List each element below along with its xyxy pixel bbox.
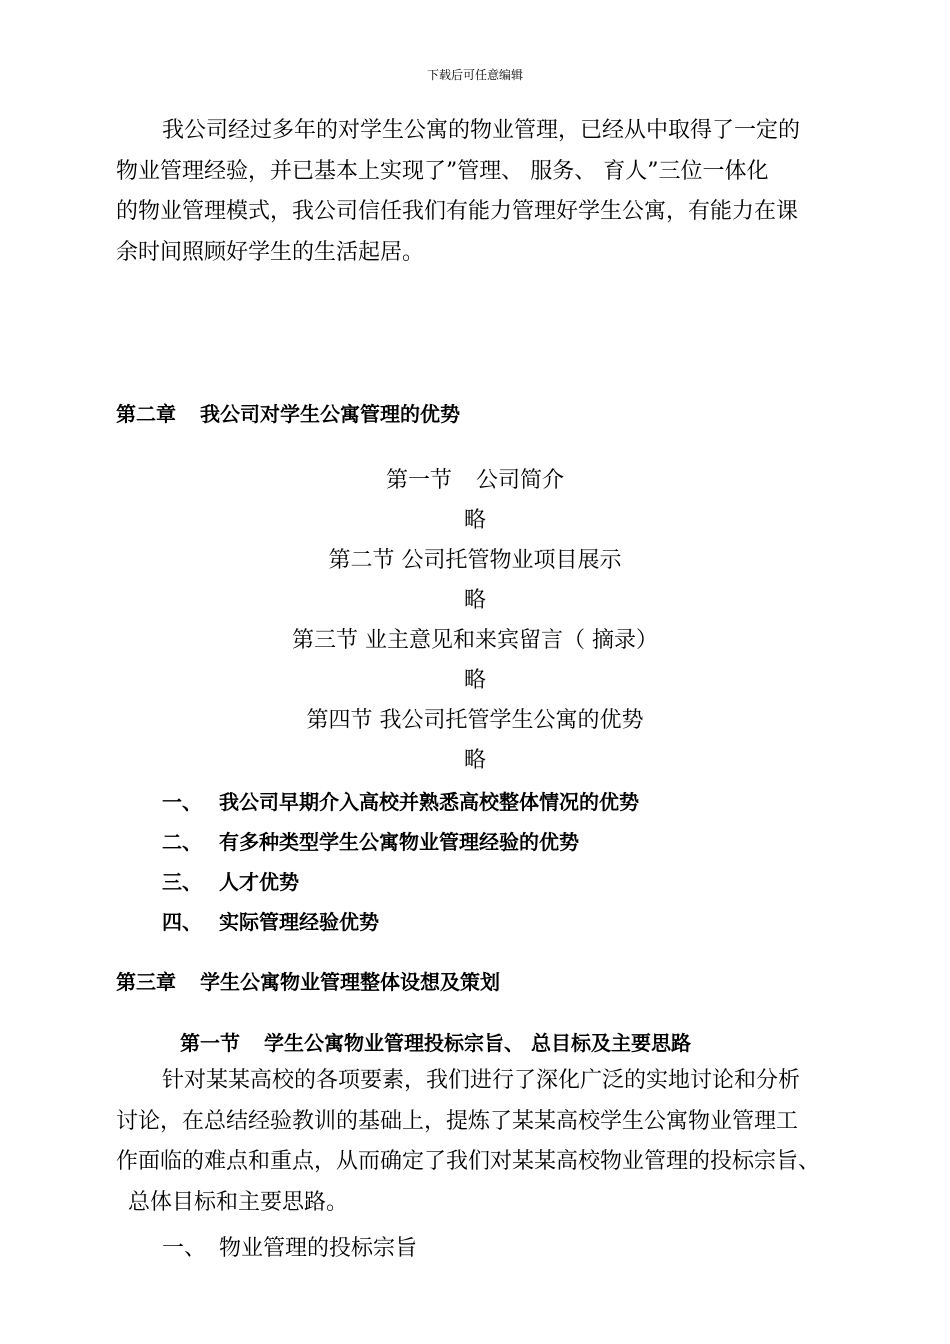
section-heading — [0, 543, 950, 574]
advantage-number: 三、 — [162, 870, 202, 894]
paragraph-line: 总体目标和主要思路。 — [128, 1189, 349, 1215]
chapter-3-title: 学生公寓物业管理整体设想及策划 — [200, 970, 500, 994]
chapter-2-label: 第二章 — [116, 402, 176, 426]
advantage-text: 有多种类型学生公寓物业管理经验的优势 — [219, 830, 579, 854]
section-body: 略 — [463, 668, 486, 693]
section-body: 略 — [463, 748, 486, 773]
chapter-3-heading — [116, 966, 500, 995]
advantage-number: 四、 — [162, 910, 202, 934]
subitem-heading — [162, 1231, 417, 1262]
advantage-text: 实际管理经验优势 — [219, 910, 379, 934]
section-label: 第四节 — [306, 708, 373, 733]
subitem-number: 一、 — [162, 1236, 207, 1261]
section-label: 第三节 — [291, 628, 358, 653]
section-title: 业主意见和来宾留言（ 摘录） — [365, 628, 658, 653]
advantage-item — [162, 786, 639, 815]
advantage-text: 人才优势 — [219, 870, 299, 894]
advantage-number: 一、 — [162, 790, 202, 814]
chapter-3-section-heading — [180, 1027, 691, 1056]
section-title: 学生公寓物业管理投标宗旨、 总目标及主要思路 — [264, 1031, 691, 1055]
paragraph-line: 讨论，在总结经验教训的基础上，提炼了某某高校学生公寓物业管理工 — [116, 1108, 799, 1134]
advantage-number: 二、 — [162, 830, 202, 854]
section-title: 公司托管物业项目展示 — [401, 548, 622, 573]
advantage-item — [162, 906, 379, 935]
paragraph-line: 针对某某高校的各项要素，我们进行了深化广泛的实地讨论和分析 — [162, 1068, 801, 1093]
intro-line: 的物业管理模式，我公司信任我们有能力管理好学生公寓，有能力在课 — [116, 199, 799, 224]
chapter-3-label: 第三章 — [116, 970, 176, 994]
advantage-item — [162, 826, 579, 855]
intro-line: 物业管理经验，并已基本上实现了”管理、 服务、 育人”三位一体化 — [116, 158, 769, 184]
section-body: 略 — [463, 588, 486, 613]
subitem-text: 物业管理的投标宗旨 — [219, 1236, 418, 1261]
intro-line: 我公司经过多年的对学生公寓的物业管理，已经从中取得了一定的 — [162, 118, 801, 143]
section-heading — [0, 463, 950, 494]
chapter-3-paragraph — [116, 1061, 836, 1223]
section-label: 第一节 — [385, 468, 452, 493]
chapter-2-title: 我公司对学生公寓管理的优势 — [200, 402, 460, 426]
intro-line: 余时间照顾好学生的生活起居。 — [116, 239, 425, 265]
page-header: 下载后可任意编辑 — [426, 68, 523, 82]
chapter-2-heading — [116, 398, 460, 427]
section-body: 略 — [463, 508, 486, 533]
section-title: 我公司托管学生公寓的优势 — [379, 708, 644, 733]
advantage-text: 我公司早期介入高校并熟悉高校整体情况的优势 — [219, 790, 639, 814]
section-heading — [0, 623, 950, 654]
section-heading — [0, 703, 950, 734]
paragraph-line: 作面临的难点和重点，从而确定了我们对某某高校物业管理的投标宗旨、 — [116, 1149, 821, 1174]
intro-paragraph — [116, 111, 836, 273]
section-title: 公司简介 — [476, 468, 565, 493]
advantage-item — [162, 866, 299, 895]
section-label: 第二节 — [328, 548, 395, 573]
section-label: 第一节 — [180, 1031, 240, 1055]
